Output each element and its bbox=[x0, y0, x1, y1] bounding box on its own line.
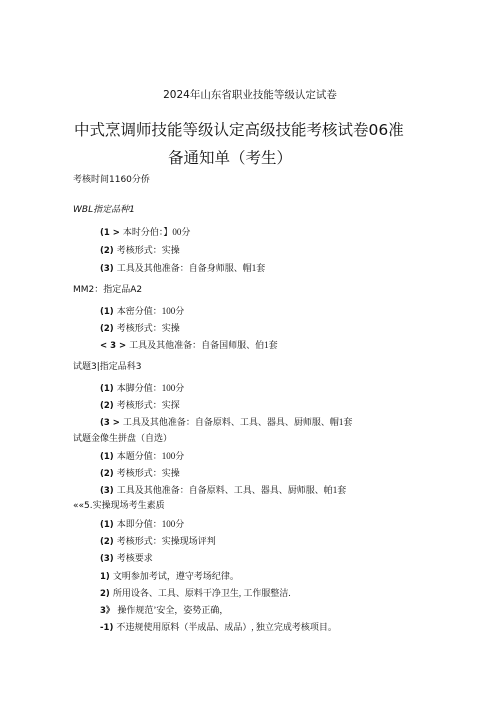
item-text: 本时分伯：】00分 bbox=[122, 227, 191, 237]
item-text: 考核形式：实操 bbox=[116, 245, 180, 255]
section-item bbox=[100, 382, 184, 395]
section-item bbox=[100, 262, 265, 275]
item-number: -1) bbox=[100, 623, 114, 633]
item-number: (3) bbox=[100, 486, 114, 496]
section-item bbox=[100, 535, 216, 548]
section-item bbox=[100, 226, 190, 239]
section-item bbox=[100, 570, 239, 583]
item-text: 本题分值：100分 bbox=[116, 451, 185, 461]
item-text: 本即分值：100分 bbox=[116, 519, 185, 529]
item-number: (3) bbox=[100, 554, 114, 564]
document-title-line-2: 备通知单（考生） bbox=[168, 149, 293, 167]
item-number: (3 > bbox=[100, 418, 120, 428]
item-text: 所用设各、工具、原料干净卫生, 工作服整洁. bbox=[112, 588, 291, 598]
item-text: 工具及其他准备：自备原料、工具、器具、厨师服、帽1套 bbox=[122, 417, 353, 427]
item-text: 工具及其他准备：自备国师服、伯1套 bbox=[129, 340, 278, 350]
section-heading: WBL指定品种1 bbox=[73, 205, 135, 215]
item-number: 1) bbox=[100, 572, 110, 582]
item-number: (2) bbox=[100, 537, 114, 547]
item-number: < 3 > bbox=[100, 341, 127, 351]
section-item bbox=[100, 244, 180, 257]
section-item bbox=[100, 399, 180, 412]
item-number: (2) bbox=[100, 246, 114, 256]
item-number: (1) bbox=[100, 452, 114, 462]
section-item bbox=[100, 467, 180, 480]
item-text: 不违规使用原料（半成品、成品）, 独立完成考核项目。 bbox=[116, 622, 337, 632]
item-text: 本脚分值：100分 bbox=[116, 383, 185, 393]
item-text: 工具及其他准备：自备身师服、帽1套 bbox=[116, 263, 266, 273]
section-heading: MM2：指定品A2 bbox=[73, 285, 143, 295]
section-heading: 试题3|指定品科3 bbox=[73, 362, 142, 372]
exam-title: 2024年山东省职业技能等级认定试卷 bbox=[163, 89, 337, 101]
section-heading: ««5.实操现场考生素质 bbox=[73, 501, 165, 511]
section-item bbox=[100, 339, 278, 352]
item-number: 3》 bbox=[100, 606, 115, 616]
item-number: (2) bbox=[100, 401, 114, 411]
section-item bbox=[100, 518, 184, 531]
item-text: 考核形式：实操 bbox=[116, 468, 180, 478]
item-text: 考核要求 bbox=[116, 553, 153, 563]
exam-time: 考核时间1160分侨 bbox=[73, 175, 150, 185]
item-number: (2) bbox=[100, 324, 114, 334]
section-item bbox=[100, 587, 291, 600]
item-text: 文明参加考试，遵守考场纪律。 bbox=[112, 571, 239, 581]
section-item bbox=[100, 552, 153, 565]
item-number: (1) bbox=[100, 307, 114, 317]
item-number: 2) bbox=[100, 589, 110, 599]
document-title-line-1: 中式烹调师技能等级认定高级技能考核试卷06准 bbox=[74, 121, 404, 139]
item-number: (1) bbox=[100, 384, 114, 394]
section-item bbox=[100, 450, 184, 463]
section-heading: 试题金像生拼盘（自选） bbox=[73, 434, 173, 444]
section-item bbox=[100, 305, 184, 318]
item-text: 本密分值：100分 bbox=[116, 306, 185, 316]
item-text: 工具及其他准备：自备原料、工具、器具、厨师服、帕1套 bbox=[116, 485, 347, 495]
item-text: 考核形式：实探 bbox=[116, 400, 180, 410]
section-item bbox=[100, 604, 228, 617]
item-text: 考核形式：实操 bbox=[116, 323, 180, 333]
item-number: (3) bbox=[100, 264, 114, 274]
item-text: 操作规范’安全，姿势正确， bbox=[117, 605, 229, 615]
item-number: (1 > bbox=[100, 228, 120, 238]
item-number: (2) bbox=[100, 469, 114, 479]
item-number: (1) bbox=[100, 520, 114, 530]
section-item bbox=[100, 322, 180, 335]
section-item bbox=[100, 416, 352, 429]
section-item bbox=[100, 484, 346, 497]
section-item bbox=[100, 621, 337, 634]
item-text: 考核形式：实操现场评判 bbox=[116, 536, 216, 546]
